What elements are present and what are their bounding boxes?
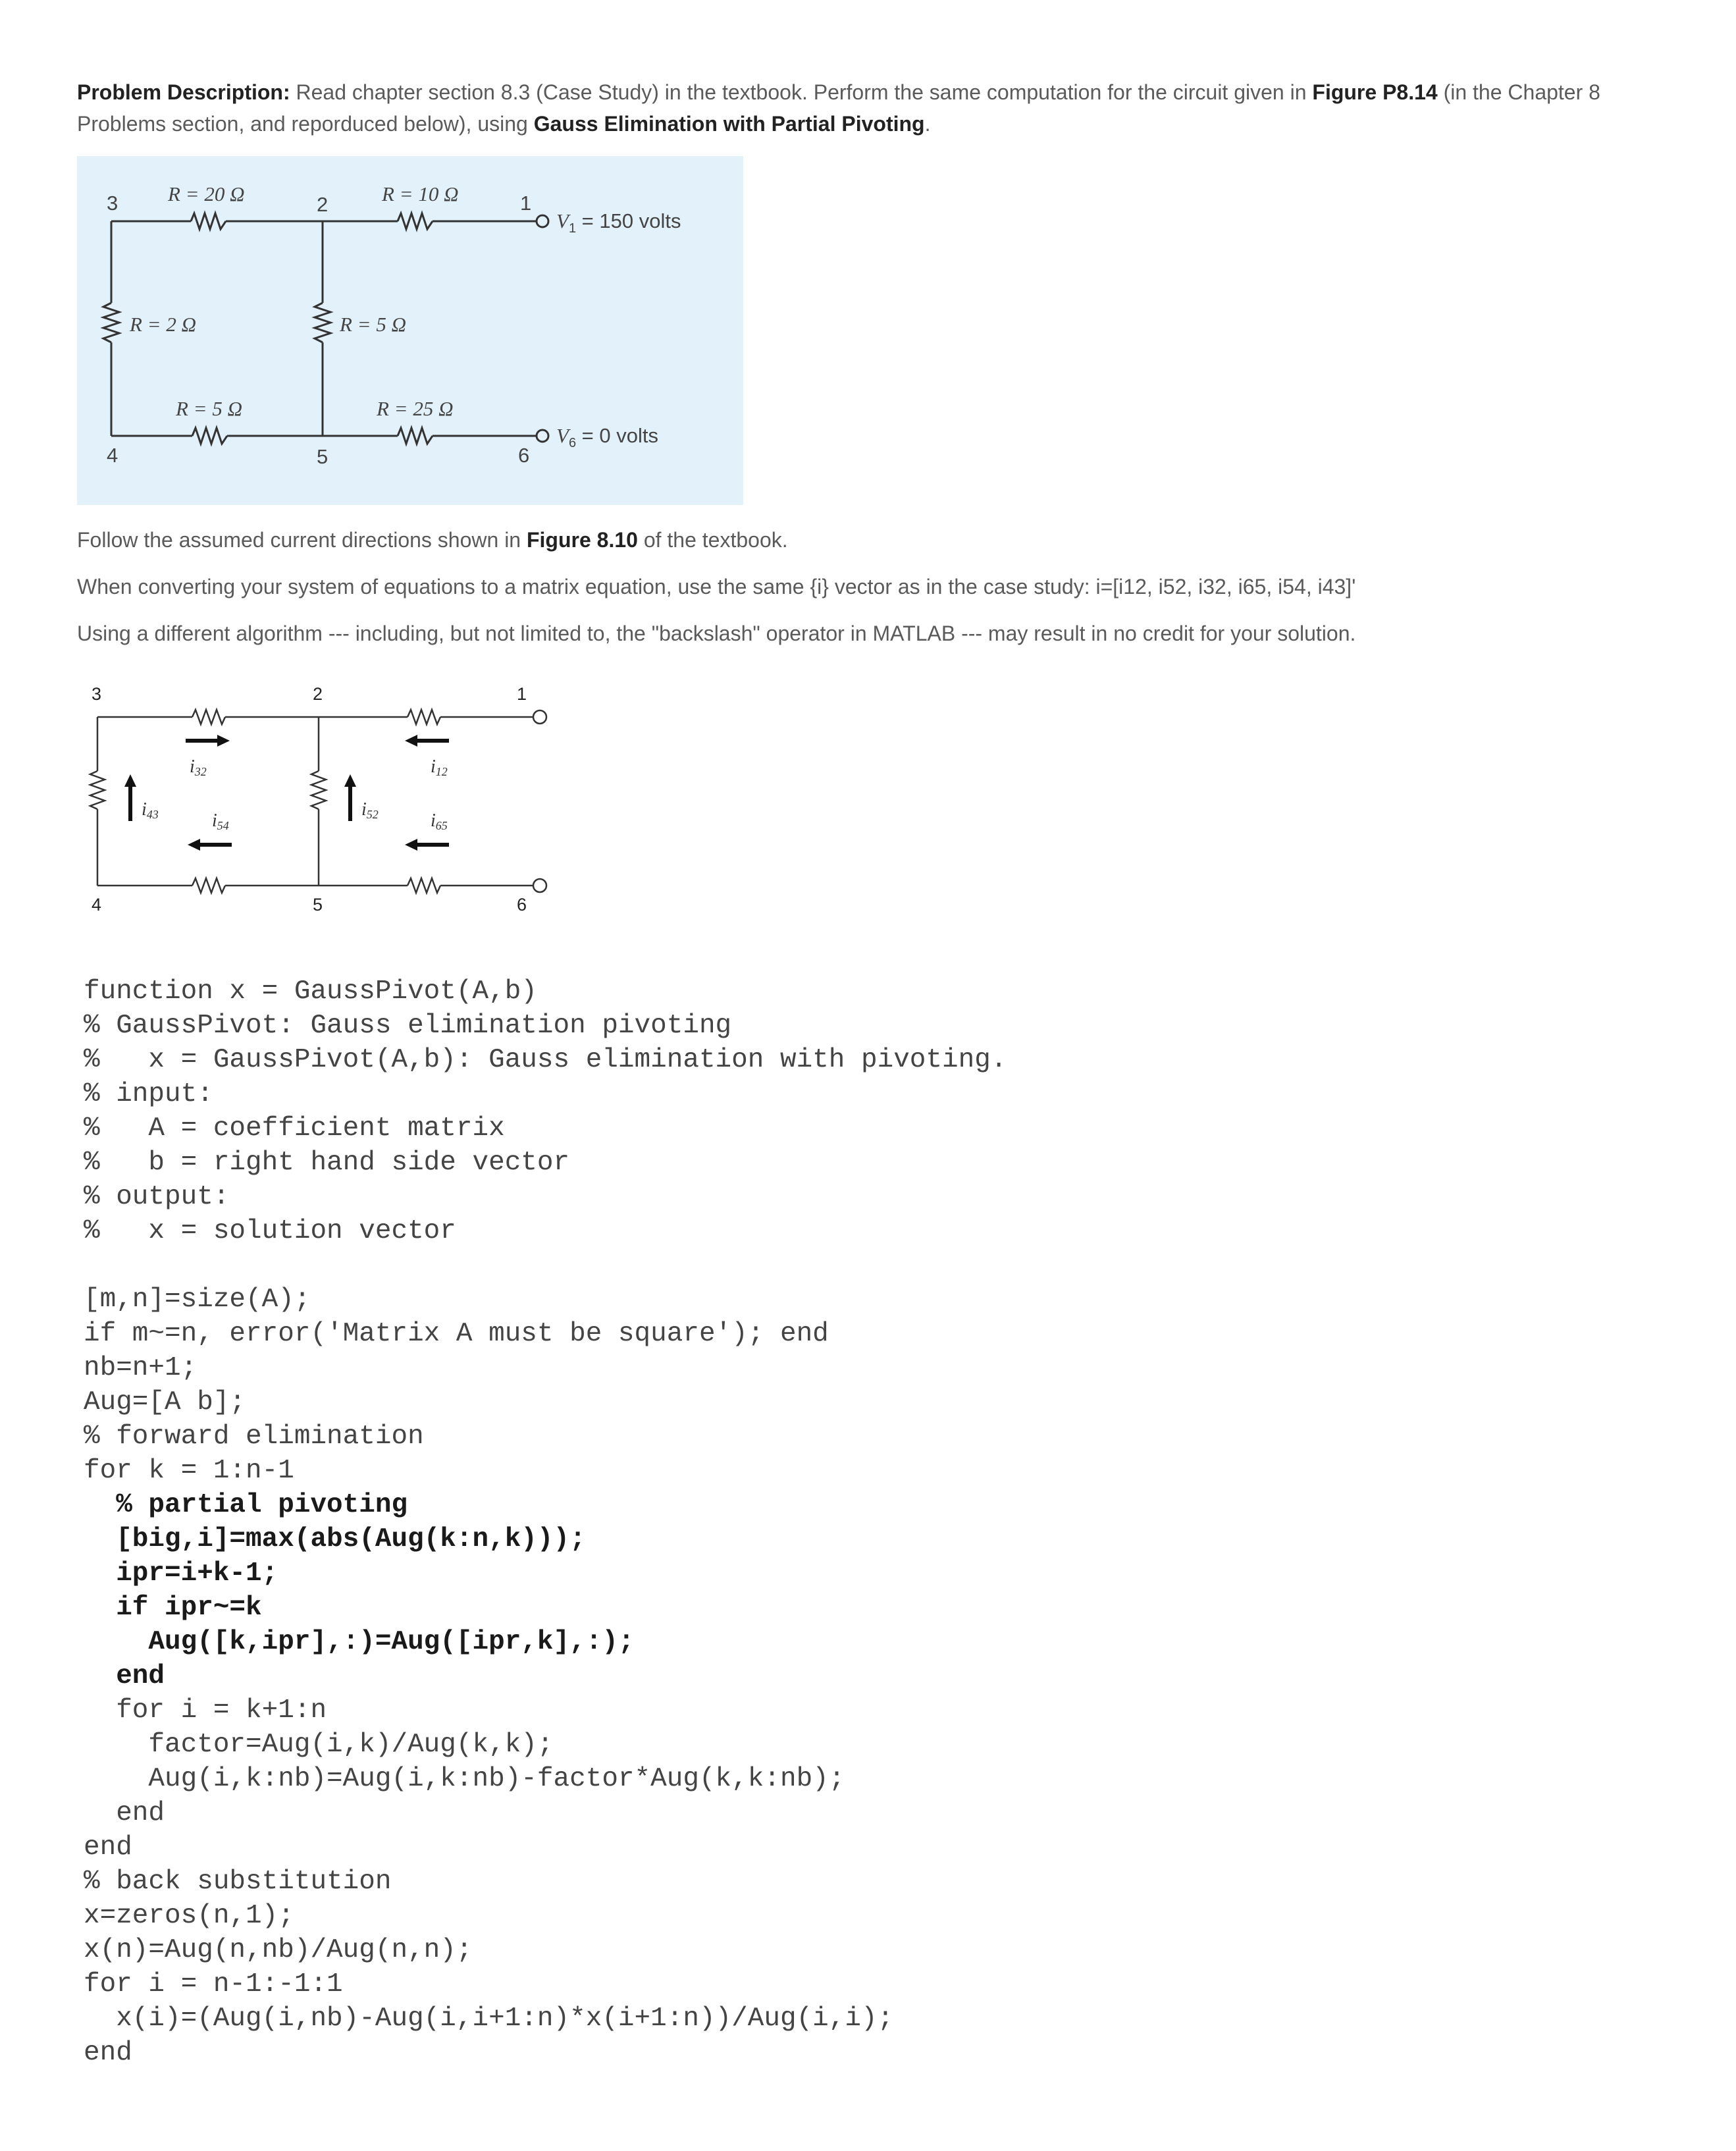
instruction-1-text-b: of the textbook. — [637, 528, 788, 552]
code-line: x=zeros(n,1); — [84, 1901, 294, 1931]
code-line: nb=n+1; — [84, 1353, 197, 1383]
current-subscript: 43 — [146, 808, 159, 821]
description-label: Problem Description: — [77, 80, 290, 104]
current-subscript: 52 — [366, 808, 379, 821]
instruction-matrix-equation: When converting your system of equations to a matrix equation, use the same {i} vector as in the case study: i=[i12, i52, i32, i65, i54, i43]' — [77, 575, 1356, 598]
figure-p814-reference: Figure P8.14 — [1312, 80, 1438, 104]
current-label-i32 — [190, 757, 207, 778]
description-text-3: . — [924, 112, 931, 136]
v6-value: = 0 volts — [576, 424, 658, 447]
code-line-bold: end — [84, 1661, 165, 1691]
current-symbol: i — [431, 757, 436, 777]
current-symbol: i — [142, 799, 147, 820]
current-label-i54 — [212, 810, 229, 832]
terminal-node-1 — [533, 710, 546, 724]
circuit-figure-p8-14 — [77, 156, 743, 505]
resistor-5-ohm-bottom — [192, 428, 227, 444]
resistor-label-2-ohm: R = 2 Ω — [130, 313, 197, 336]
current-label-i52 — [361, 799, 379, 821]
node-label-1: 1 — [517, 684, 527, 704]
resistor — [311, 771, 326, 809]
code-line: % back substitution — [84, 1867, 392, 1897]
code-line: for i = n-1:-1:1 — [84, 1969, 343, 2000]
current-symbol: i — [431, 810, 436, 831]
code-line: for k = 1:n-1 — [84, 1456, 294, 1486]
figure-8-10-reference: Figure 8.10 — [526, 528, 638, 552]
current-subscript: 54 — [217, 819, 229, 832]
description-text-2: (in the Chapter 8 Problems section, and reporduced below), using — [77, 80, 1600, 136]
v1-value: = 150 volts — [576, 209, 681, 232]
code-line: end — [84, 1832, 132, 1863]
arrowhead-right-icon — [217, 735, 230, 747]
instruction-current-directions — [77, 524, 788, 556]
node-label-3: 3 — [92, 684, 102, 704]
resistor — [90, 771, 105, 809]
terminal-node-6 — [533, 879, 546, 892]
code-line: % forward elimination — [84, 1421, 424, 1452]
code-line: % output: — [84, 1182, 230, 1212]
node-label-1: 1 — [520, 192, 532, 215]
current-label-i65 — [431, 810, 448, 832]
terminal-node-1 — [537, 215, 548, 227]
code-line-bold: if ipr~=k — [84, 1593, 262, 1623]
resistor — [192, 878, 225, 893]
node-label-5: 5 — [313, 895, 323, 915]
arrowhead-left-icon — [188, 839, 200, 851]
resistor-label-5-ohm-bottom: R = 5 Ω — [176, 397, 243, 420]
code-line: function x = GaussPivot(A,b) — [84, 976, 537, 1007]
current-subscript: 65 — [435, 819, 448, 832]
method-name: Gauss Elimination with Partial Pivoting — [533, 112, 925, 136]
v6-variable: V — [556, 424, 569, 447]
arrowhead-up-icon — [124, 774, 136, 787]
code-line: % A = coefficient matrix — [84, 1113, 505, 1144]
description-text-1: Read chapter section 8.3 (Case Study) in the textbook. Perform the same computation for the circuit given in — [290, 80, 1313, 104]
node-label-2: 2 — [317, 193, 329, 216]
code-line-bold: [big,i]=max(abs(Aug(k:n,k))); — [84, 1524, 586, 1554]
code-line: for i = k+1:n — [84, 1695, 327, 1726]
current-subscript: 12 — [435, 765, 448, 778]
node-label-6: 6 — [518, 444, 530, 467]
resistor-label-10-ohm: R = 10 Ω — [382, 182, 459, 205]
arrowhead-left-icon — [405, 839, 417, 851]
node-label-2: 2 — [313, 684, 323, 704]
problem-description — [77, 76, 1657, 140]
current-symbol: i — [212, 810, 217, 831]
code-line: end — [84, 2038, 132, 2068]
arrowhead-left-icon — [405, 735, 417, 747]
resistor-2-ohm — [103, 303, 119, 342]
code-line: % x = solution vector — [84, 1216, 456, 1246]
v1-variable: V — [556, 209, 569, 232]
resistor-25-ohm — [398, 428, 433, 444]
current-label-i43 — [142, 799, 159, 821]
node-label-4: 4 — [107, 444, 118, 467]
code-line: x(i)=(Aug(i,nb)-Aug(i,i+1:n)*x(i+1:n))/Aug(i,i); — [84, 2004, 894, 2034]
resistor — [192, 710, 225, 724]
code-line-bold: % partial pivoting — [84, 1490, 408, 1520]
resistor-label-25-ohm: R = 25 Ω — [377, 397, 454, 420]
voltage-label-v1 — [556, 209, 681, 236]
code-line: % GaussPivot: Gauss elimination pivoting — [84, 1011, 732, 1041]
code-line-bold: Aug([k,ipr],:)=Aug([ipr,k],:); — [84, 1627, 635, 1657]
voltage-label-v6 — [556, 424, 658, 450]
code-line: % x = GaussPivot(A,b): Gauss elimination with pivoting. — [84, 1045, 1007, 1075]
instruction-1-text-a: Follow the assumed current directions shown in — [77, 528, 527, 552]
code-line-blank — [84, 1248, 1007, 1283]
v1-subscript: 1 — [568, 221, 577, 236]
code-line: x(n)=Aug(n,nb)/Aug(n,n); — [84, 1935, 473, 1965]
code-line: % input: — [84, 1079, 213, 1109]
v6-subscript: 6 — [568, 436, 577, 450]
terminal-node-6 — [537, 430, 548, 442]
code-line: [m,n]=size(A); — [84, 1285, 311, 1315]
node-label-6: 6 — [517, 895, 527, 915]
resistor-5-ohm-vertical — [315, 303, 330, 342]
node-label-4: 4 — [92, 895, 102, 915]
circuit-figure-8-10 — [77, 668, 577, 932]
current-symbol: i — [190, 757, 195, 777]
resistor-20-ohm — [191, 213, 226, 229]
current-symbol: i — [361, 799, 367, 820]
code-line: if m~=n, error('Matrix A must be square'); end — [84, 1319, 829, 1349]
code-line: factor=Aug(i,k)/Aug(k,k); — [84, 1730, 554, 1760]
node-label-5: 5 — [317, 445, 329, 468]
resistor — [408, 878, 440, 893]
code-line: end — [84, 1798, 165, 1828]
current-label-i12 — [431, 757, 448, 778]
code-line: % b = right hand side vector — [84, 1148, 570, 1178]
node-label-3: 3 — [107, 192, 118, 215]
code-line-bold: ipr=i+k-1; — [84, 1558, 278, 1589]
code-line: Aug(i,k:nb)=Aug(i,k:nb)-factor*Aug(k,k:nb); — [84, 1764, 845, 1794]
arrowhead-up-icon — [344, 774, 356, 787]
resistor — [408, 710, 440, 724]
gauss-pivot-code-listing — [84, 974, 1007, 2070]
resistor-10-ohm — [398, 213, 433, 229]
resistor-label-20-ohm: R = 20 Ω — [168, 182, 245, 205]
resistor-label-5-ohm-vertical: R = 5 Ω — [340, 313, 407, 336]
instruction-algorithm-warning: Using a different algorithm --- including, but not limited to, the "backslash" operator in MATLAB --- may result in no credit for your solution. — [77, 622, 1356, 645]
current-subscript: 32 — [194, 765, 207, 778]
code-line: Aug=[A b]; — [84, 1387, 246, 1418]
